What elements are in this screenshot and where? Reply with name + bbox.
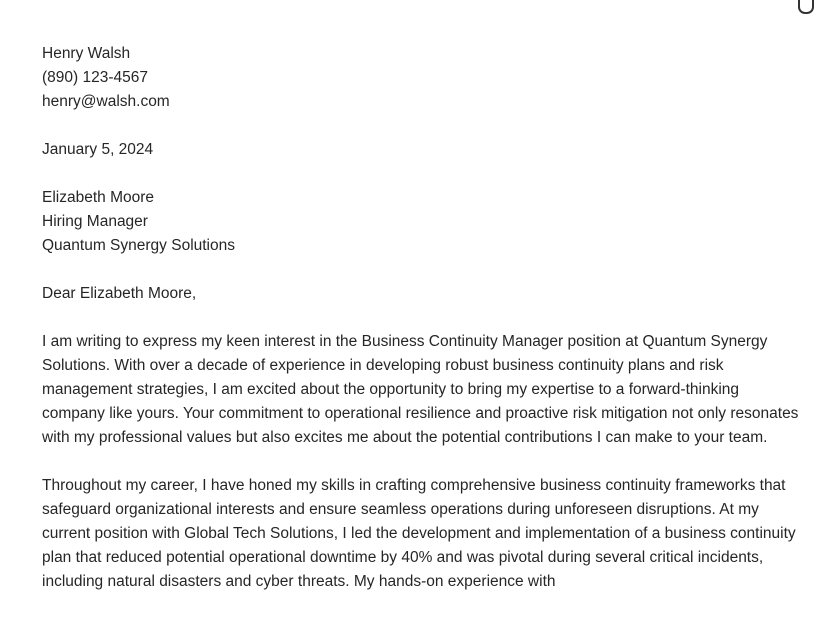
body-paragraph-2: Throughout my career, I have honed my skills in crafting comprehensive business continuity frameworks that safeguard organizational interests and ensure seamless operations during unforeseen disruptions. At my current position with Global Tech Solutions, I led the development and implementation of a business continuity plan that reduced potential operational downtime by 40% and was pivotal during several critical incidents, including natural disasters and cyber threats. My hands-on experience with: [42, 477, 796, 590]
sender-block: [42, 42, 802, 114]
letter-date: January 5, 2024: [42, 141, 154, 158]
recipient-block: [42, 186, 802, 258]
sender-name: Henry Walsh: [42, 45, 131, 62]
date-block: [42, 138, 802, 162]
cursor-hook-icon: [798, 0, 814, 14]
sender-email: henry@walsh.com: [42, 93, 170, 110]
cover-letter: [42, 42, 802, 618]
recipient-name: Elizabeth Moore: [42, 189, 155, 206]
sender-phone: (890) 123-4567: [42, 69, 148, 86]
salutation: Dear Elizabeth Moore,: [42, 285, 197, 302]
recipient-company: Quantum Synergy Solutions: [42, 237, 235, 254]
body-paragraph-1: I am writing to express my keen interest in the Business Continuity Manager position at Quantum Synergy Solutions. With over a decade of experience in developing robust business continuity plans and risk management strategies, I am excited about the opportunity to bring my expertise to a forward-thinking company like yours. Your commitment to operational resilience and proactive risk mitigation not only resonates with my professional values but also excites me about the potential contributions I can make to your team.: [42, 333, 799, 446]
recipient-title: Hiring Manager: [42, 213, 148, 230]
salutation-block: [42, 282, 802, 306]
